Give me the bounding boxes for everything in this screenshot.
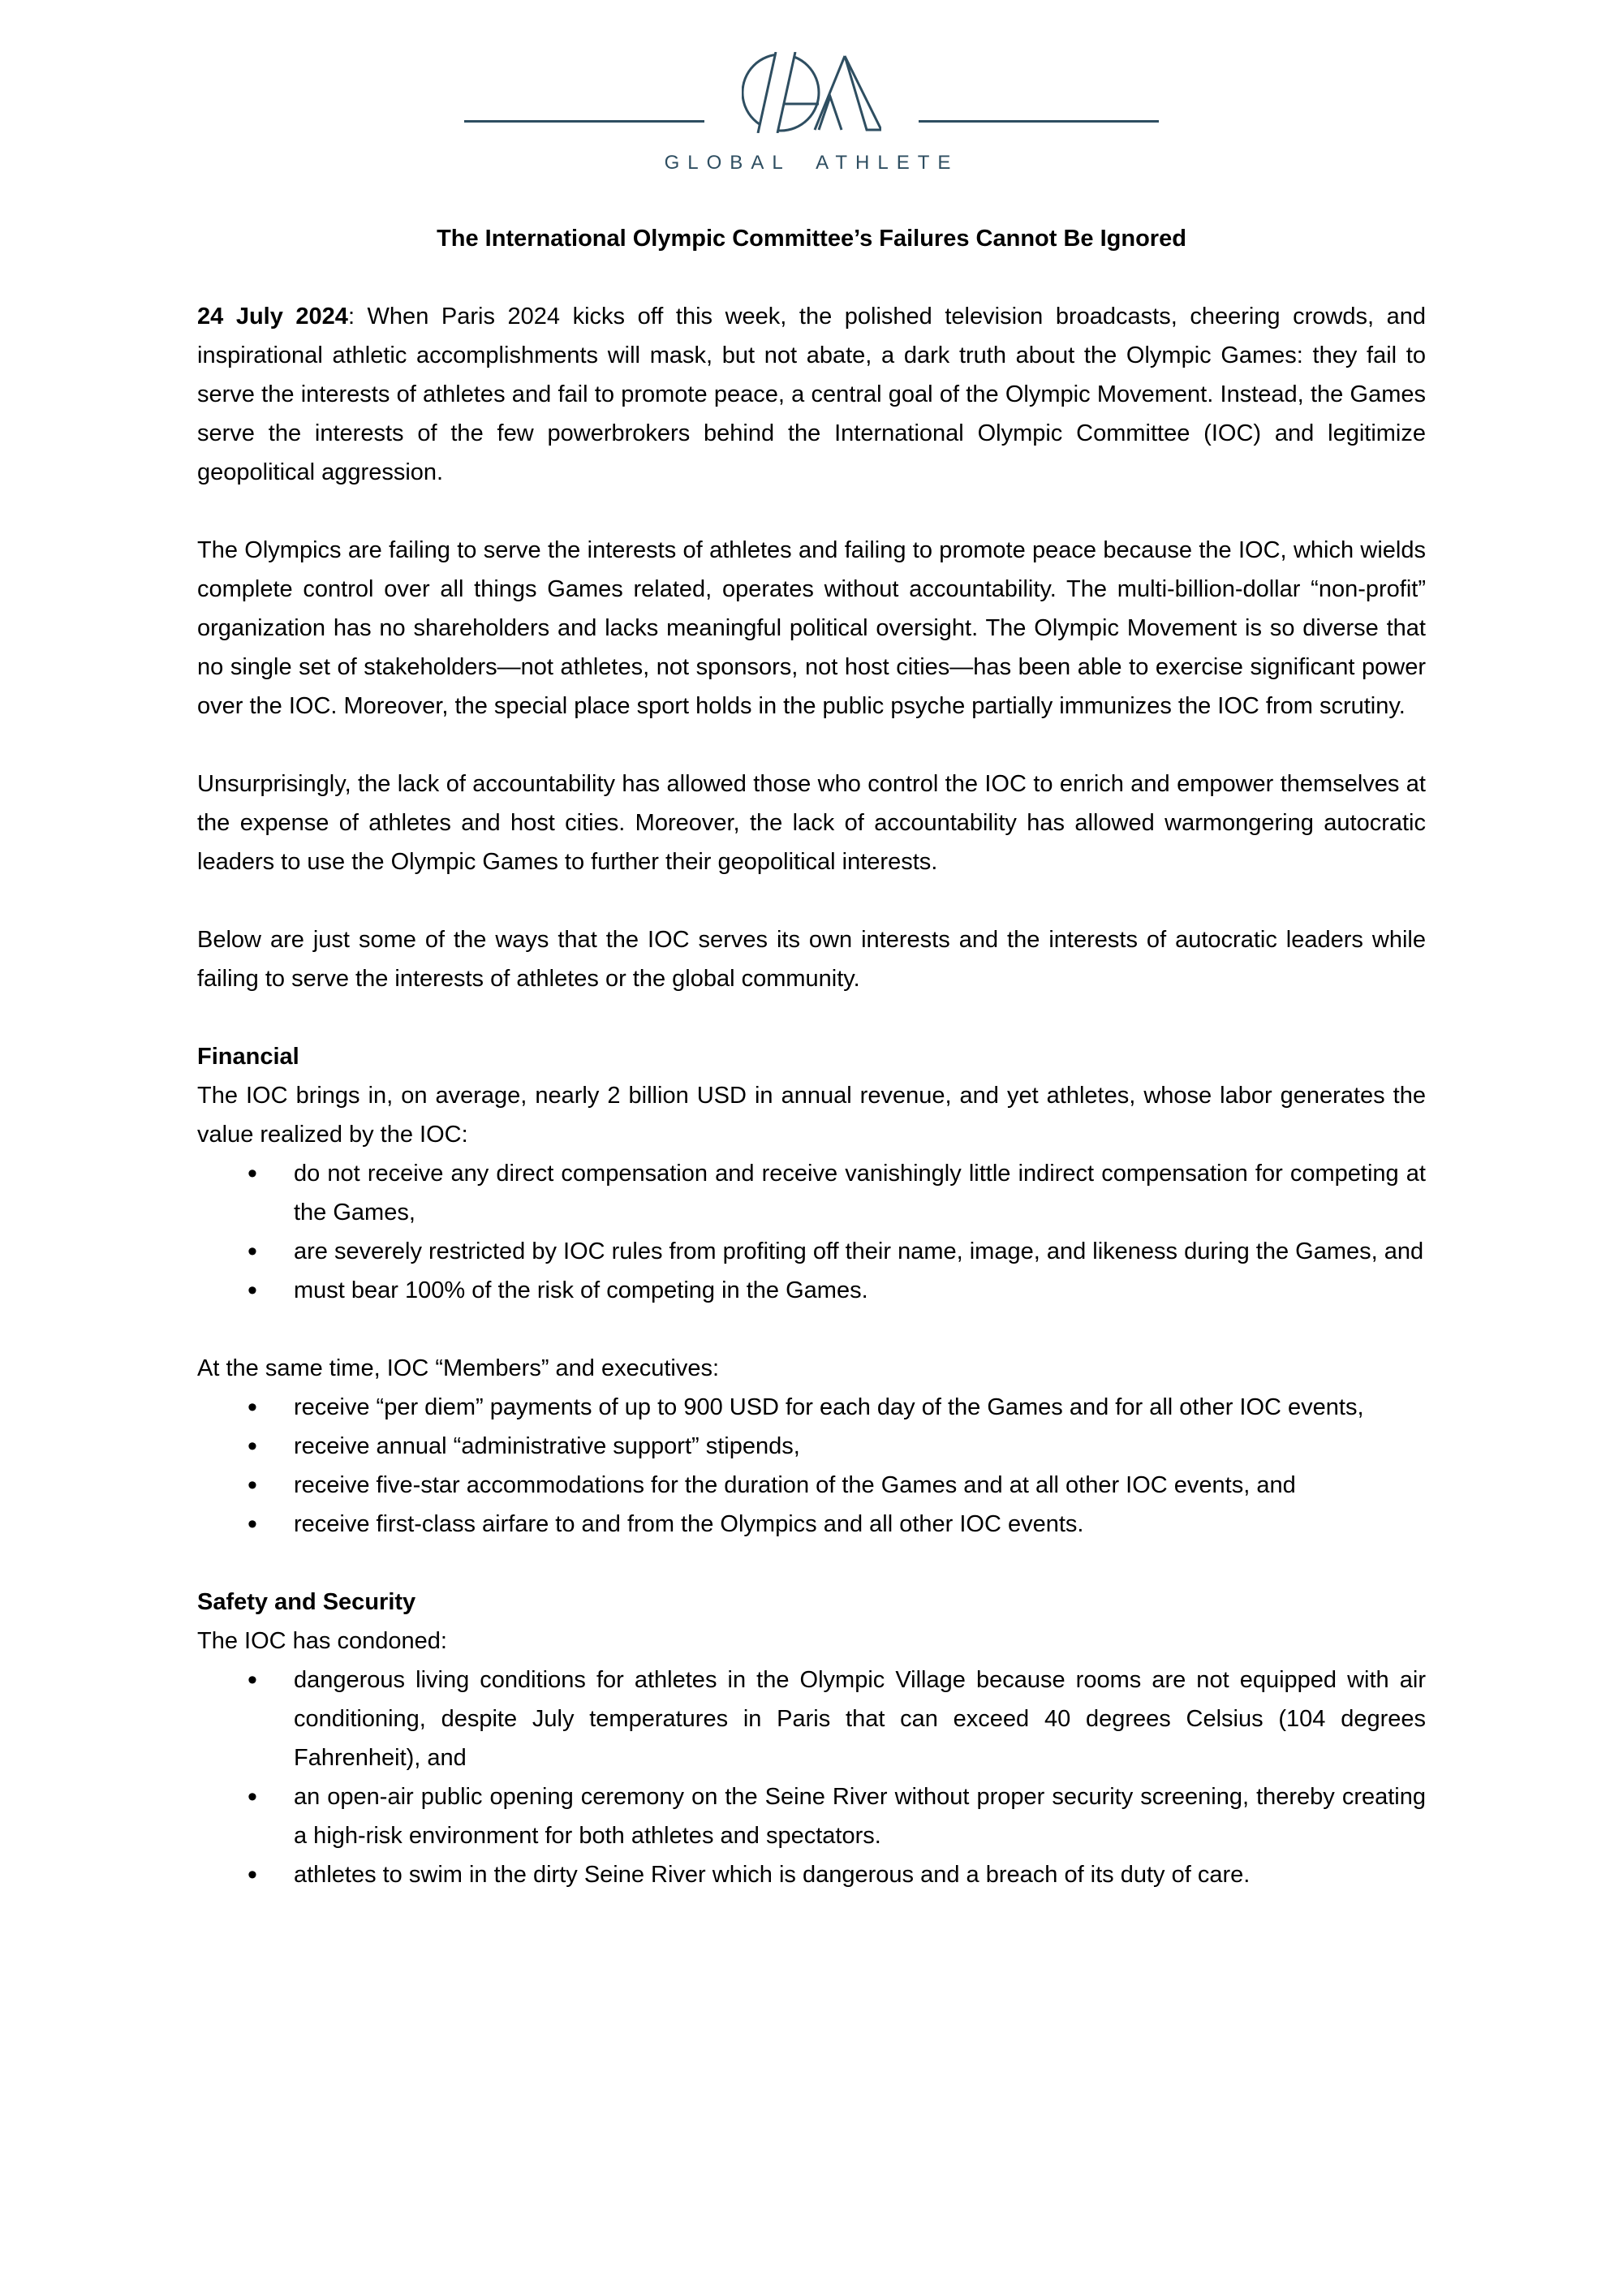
accountability-paragraph: The Olympics are failing to serve the interests of athletes and failing to promote peace because the IOC, which wields complete control over all things Games related, operates without accountability. The multi-billion-dollar “non-profit” organization has no shareholders and lacks meaningful political oversight. The Olympic Movement is so diverse that no single set of stakeholders—not athletes, not sponsors, not host cities—has been able to exercise significant power over the IOC. Moreover, the special place sport holds in the public psyche partially immunizes the IOC from scrutiny. bbox=[197, 537, 1426, 719]
letter-body bbox=[197, 219, 1426, 1894]
financial-athletes-list bbox=[197, 1154, 1426, 1310]
list-item: • are severely restricted by IOC rules from profiting off their name, image, and likeness during the Games, and bbox=[294, 1232, 1426, 1271]
members-lead: At the same time, IOC “Members” and executives: bbox=[197, 1355, 720, 1381]
list-item: • an open-air public opening ceremony on the Seine River without proper security screening, thereby creating a high-risk environment for both athletes and spectators. bbox=[294, 1777, 1426, 1855]
list-item: • receive “per diem” payments of up to 900 USD for each day of the Games and for all other IOC events, bbox=[294, 1388, 1426, 1427]
intro-paragraph-text: : When Paris 2024 kicks off this week, the polished television broadcasts, cheering crowds, and inspirational athletic accomplishments will mask, but not abate, a dark truth about the Olympic Games: they fail to serve the interests of athletes and fail to promote peace, a central goal of the Olympic Movement. Instead, the Games serve the interests of the few powerbrokers behind the International Olympic Committee (IOC) and legitimize geopolitical aggression. bbox=[197, 304, 1426, 485]
safety-lead: The IOC has condoned: bbox=[197, 1628, 447, 1654]
intro-paragraph bbox=[197, 297, 1426, 492]
global-athlete-logo bbox=[197, 52, 1426, 174]
logo-row bbox=[197, 52, 1426, 133]
safety-list bbox=[197, 1661, 1426, 1894]
financial-heading: Financial bbox=[197, 1044, 299, 1070]
list-item: • receive first-class airfare to and from the Olympics and all other IOC events. bbox=[294, 1505, 1426, 1544]
list-item: • receive five-star accommodations for the duration of the Games and at all other IOC events, and bbox=[294, 1466, 1426, 1505]
logo-rule-right bbox=[919, 120, 1159, 123]
list-item: • athletes to swim in the dirty Seine River which is dangerous and a breach of its duty of care. bbox=[294, 1855, 1426, 1894]
overview-paragraph: Below are just some of the ways that the IOC serves its own interests and the interests of autocratic leaders while failing to serve the interests of athletes or the global community. bbox=[197, 927, 1426, 992]
date-lead: 24 July 2024 bbox=[197, 304, 348, 330]
financial-lead: The IOC brings in, on average, nearly 2 billion USD in annual revenue, and yet athletes, whose labor generates the value realized by the IOC: bbox=[197, 1083, 1426, 1148]
list-item: • dangerous living conditions for athletes in the Olympic Village because rooms are not equipped with air conditioning, despite July temperatures in Paris that can exceed 40 degrees Celsius (104 degrees Fahrenheit), and bbox=[294, 1661, 1426, 1777]
list-item: • receive annual “administrative support” stipends, bbox=[294, 1427, 1426, 1466]
ga-monogram-icon bbox=[742, 52, 881, 133]
financial-members-list bbox=[197, 1388, 1426, 1544]
logo-rule-left bbox=[464, 120, 704, 123]
safety-heading: Safety and Security bbox=[197, 1589, 416, 1615]
enrichment-paragraph: Unsurprisingly, the lack of accountability has allowed those who control the IOC to enrich and empower themselves at the expense of athletes and host cities. Moreover, the lack of accountability has allowed warmongering autocratic leaders to use the Olympic Games to further their geopolitical interests. bbox=[197, 771, 1426, 875]
logo-wordmark: GLOBAL ATHLETE bbox=[664, 152, 959, 174]
list-item: • do not receive any direct compensation and receive vanishingly little indirect compensation for competing at the Games, bbox=[294, 1154, 1426, 1232]
document-title: The International Olympic Committee’s Failures Cannot Be Ignored bbox=[437, 226, 1186, 252]
list-item: • must bear 100% of the risk of competing in the Games. bbox=[294, 1271, 1426, 1310]
